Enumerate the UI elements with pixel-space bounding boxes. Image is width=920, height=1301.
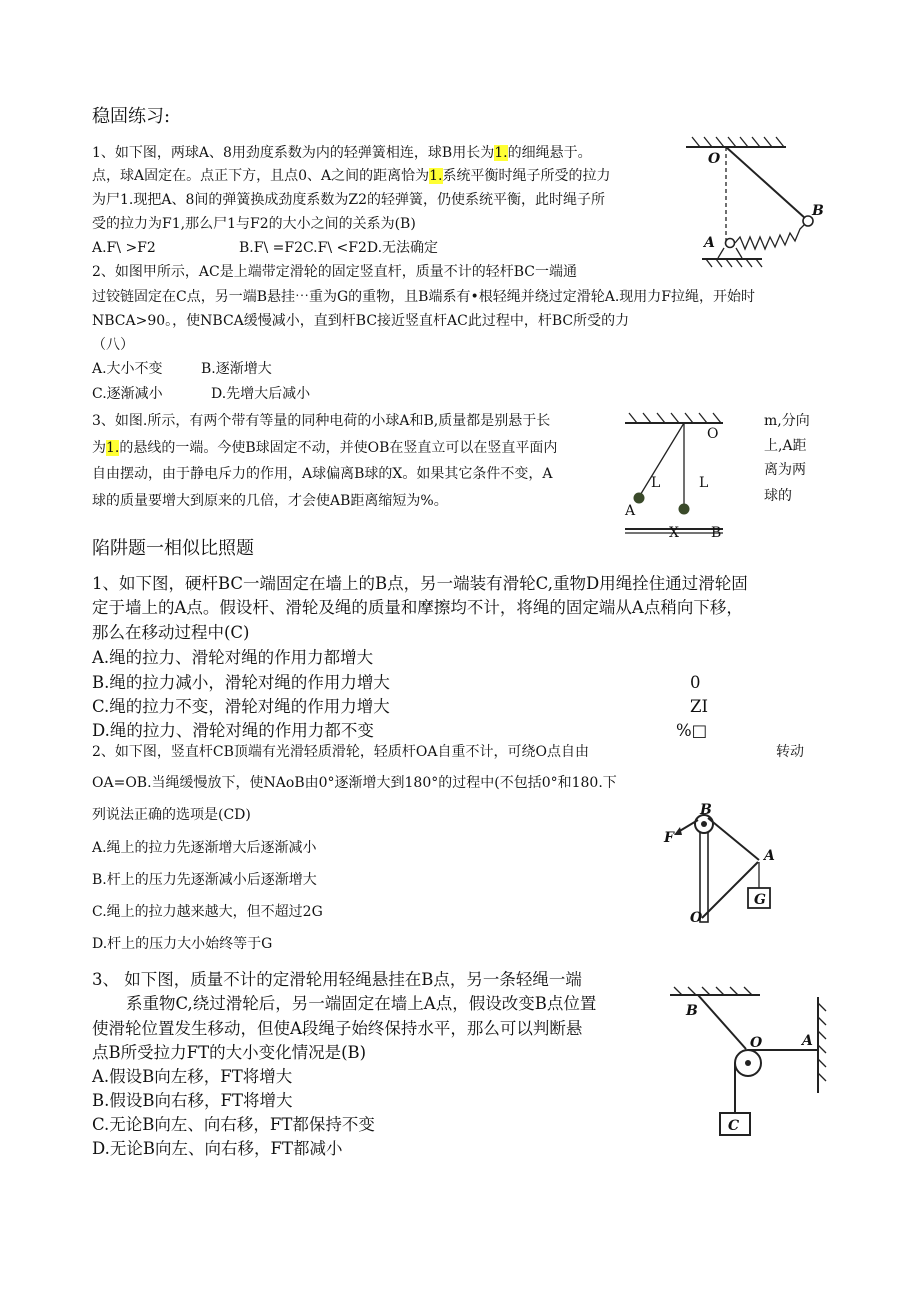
highlight: 1. (106, 440, 120, 456)
fig-q3-label-o: O (750, 1035, 763, 1051)
trap-q2-line-2: OA=OB.当绳缓慢放下，使NAoB由0°逐渐增大到180°的过程中(不包括0°和180.下 (92, 775, 617, 791)
fig-q2-label-f: F (664, 830, 674, 846)
figure-charged-pendulums (615, 405, 750, 540)
q2-option-d: D.先增大后减小 (211, 386, 311, 402)
fig-q3-label-c: C (728, 1118, 740, 1134)
q3-line-1: 3、如图.所示，有两个带有等量的同种电荷的小球A和B,质量都是别悬于长 (92, 413, 551, 429)
trap-q3-option-c: C.无论B向左、向右移，FT都保持不变 (92, 1115, 375, 1134)
q1-option-a: A.F\ >F2 (92, 240, 156, 256)
q3-line-3: 自由摆动，由于静电斥力的作用，A球偏离B球的X。如果其它条件不变，A (92, 466, 553, 482)
trap-q1-option-a: A.绳的拉力、滑轮对绳的作用力都增大 (92, 648, 374, 667)
trap-q1-side-2: ZI (690, 697, 708, 716)
fig-q3-label-b: B (686, 1003, 698, 1019)
q2-option-c: C.逐渐减小 (92, 386, 163, 402)
q3-side-4: 球的 (764, 488, 792, 504)
trap-q1-option-b: B.绳的拉力减小，滑轮对绳的作用力增大 (92, 673, 390, 692)
fig3-label-o: O (707, 426, 719, 442)
q2-line-1: 2、如图甲所示，AC是上端带定滑轮的固定竖直杆，质量不计的轻杆BC一端通 (92, 264, 577, 280)
trap-q2-option-a: A.绳上的拉力先逐渐增大后逐渐减小 (92, 840, 317, 856)
fig1-label-a: A (704, 235, 715, 251)
section-title-trap-questions: 陷阱题一相似比照题 (92, 538, 254, 559)
trap-q2-line-3: 列说法正确的选项是(CD) (92, 807, 251, 823)
figure-spring-system (680, 135, 830, 275)
q1-line-2: 点，球A固定在。点正下方，且点0、A之间的距离恰为1.系统平衡时绳子所受的拉力 (92, 168, 611, 184)
fig1-label-o: O (708, 151, 721, 167)
trap-q1-option-d: D.绳的拉力、滑轮对绳的作用力都不变 (92, 721, 374, 740)
highlight: 1. (429, 168, 443, 184)
trap-q2-option-c: C.绳上的拉力越来越大，但不超过2G (92, 904, 323, 920)
q3-side-3: 离为两 (764, 462, 806, 478)
q3-line-4: 球的质量要增大到原来的几倍，才会使AB距离缩短为%。 (92, 493, 448, 509)
q2-option-a: A.大小不变 (92, 361, 163, 377)
highlight: 1. (494, 145, 508, 161)
fig1-label-b: B (812, 203, 824, 219)
fig3-label-a: A (625, 503, 636, 519)
q2-option-b: B.逐渐增大 (201, 361, 272, 377)
q1-options-bcd: B.F\ =F2C.F\ <F2D.无法确定 (239, 240, 439, 256)
trap-q3-option-b: B.假设B向右移，FT将增大 (92, 1091, 293, 1110)
fig3-label-x: X (669, 525, 679, 540)
fig-q2-label-a: A (764, 848, 775, 864)
trap-q1-option-c: C.绳的拉力不变，滑轮对绳的作用力增大 (92, 697, 390, 716)
q3-side-2: 上,A距 (764, 438, 807, 454)
trap-q3-option-a: A.假设B向左移，FT将增大 (92, 1067, 293, 1086)
trap-q2-option-d: D.杆上的压力大小始终等于G (92, 936, 273, 952)
q1-line-4: 受的拉力为F1,那么尸1与F2的大小之间的关系为(B) (92, 216, 416, 232)
fig-q2-label-g: G (754, 892, 766, 908)
q3-line-2: 为1.的悬线的一端。今使B球固定不动，并使OB在竖直立可以在竖直平面内 (92, 440, 558, 456)
trap-q3-line-4: 点B所受拉力FT的大小变化情况是(B) (92, 1043, 367, 1062)
q2-line-2: 过铰链固定在C点，另一端B悬挂⋯重为G的重物，且B端系有•根轻绳并绕过定滑轮A.现用力F拉绳，开始时 (92, 289, 756, 305)
trap-q1-line-2: 定于墙上的A点。假设杆、滑轮及绳的质量和摩擦均不计，将绳的固定端从A点稍向下移， (92, 598, 743, 617)
q3-side-1: m,分向 (764, 413, 810, 429)
trap-q1-line-1: 1、如下图，硬杆BC一端固定在墙上的B点，另一端装有滑轮C,重物D用绳拴住通过滑轮固 (92, 574, 748, 593)
trap-q1-line-3: 那么在移动过程中(C) (92, 623, 250, 642)
trap-q2-side: 转动 (776, 744, 804, 760)
fig-q2-label-o: O (690, 910, 703, 926)
trap-q3-line-1: 3、 如下图，质量不计的定滑轮用轻绳悬挂在B点，另一条轻绳一端 (92, 970, 582, 989)
q2-line-3: NBCA>90。，使NBCA缓慢减小，直到杆BC接近竖直杆AC此过程中，杆BC所受的力 (92, 313, 630, 329)
trap-q3-line-3: 使滑轮位置发生移动，但使A段绳子始终保持水平，那么可以判断悬 (92, 1019, 583, 1038)
q1-line-1: 1、如下图，两球A、8用劲度系数为内的轻弹簧相连，球B用长为1.的细绳悬于。 (92, 145, 592, 161)
fig-q2-label-b: B (700, 802, 712, 818)
figure-rod-pulley (660, 800, 790, 930)
trap-q3-line-2: 系重物C,绕过滑轮后，另一端固定在墙上A点，假设改变B点位置 (126, 994, 597, 1013)
fig3-label-l2: L (699, 475, 709, 491)
figure-hanging-pulley (660, 985, 830, 1140)
fig3-label-l1: L (651, 475, 661, 491)
trap-q2-line-1: 2、如下图，竖直杆CB顶端有光滑轻质滑轮，轻质杆OA自重不计，可绕O点自由 (92, 744, 589, 760)
fig-q3-label-a: A (802, 1033, 813, 1049)
q1-line-3: 为尸1.现把A、8间的弹簧换成劲度系数为Z2的轻弹簧，仍使系统平衡，此时绳子所 (92, 192, 606, 208)
q2-line-4: （八） (92, 337, 134, 353)
trap-q3-option-d: D.无论B向左、向右移，FT都减小 (92, 1139, 343, 1158)
fig3-label-b: B (711, 525, 722, 540)
trap-q2-option-b: B.杆上的压力先逐渐减小后逐渐增大 (92, 872, 317, 888)
trap-q1-side-1: 0 (690, 673, 701, 692)
section-title-consolidation: 稳固练习: (92, 106, 171, 127)
trap-q1-side-3: %□ (676, 721, 708, 740)
